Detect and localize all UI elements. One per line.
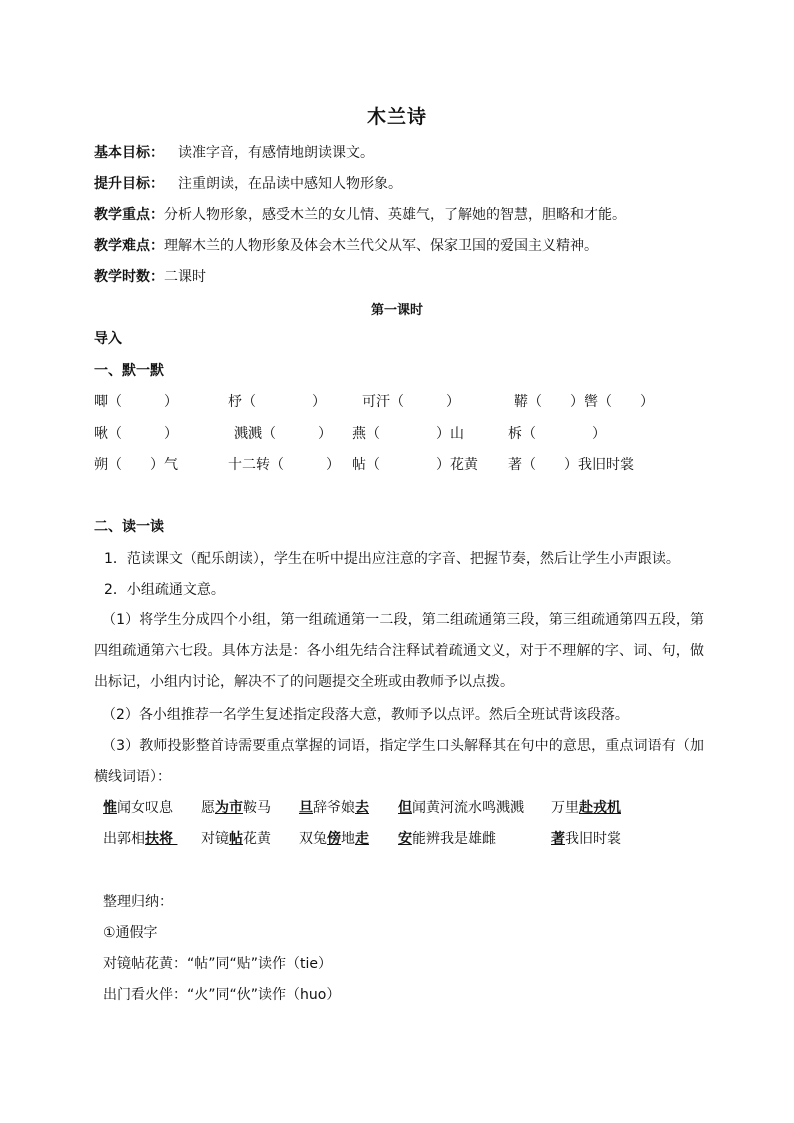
sub-step-2: （2）各小组推荐一名学生复述指定段落大意，教师予以点评。然后全班试背该段落。 — [102, 707, 629, 723]
step-2: 2．小组疏通文意。 — [104, 582, 225, 598]
key-word-item: 愿为市鞍马 — [201, 800, 271, 816]
objective-text: 理解木兰的人物形象及体会木兰代父从军、保家卫国的爱国主义精神。 — [164, 238, 598, 254]
objective-label: 教学时数： — [94, 269, 164, 285]
tongjia-label: ①通假字 — [103, 925, 158, 941]
sub-step-3: （3）教师投影整首诗需要重点掌握的词语，指定学生口头解释其在句中的意思，重点词语有（加横线词语）： — [94, 738, 704, 785]
intro-heading: 导入 — [94, 331, 122, 347]
pinyin-item: 啾（ ） — [94, 426, 178, 442]
objective-label: 教学重点： — [94, 207, 164, 223]
key-word-item: 但闻黄河流水鸣溅溅 — [398, 800, 524, 816]
key-word-item: 著我旧时裳 — [551, 831, 621, 847]
objective-label: 提升目标： — [94, 176, 164, 192]
teaching-focus — [94, 205, 626, 225]
pinyin-item: 帖（ ）花黄 — [352, 457, 478, 473]
key-word-item: 安能辨我是雄雌 — [398, 831, 496, 847]
objective-basic — [94, 143, 374, 163]
pinyin-item: 鞯（ ）辔（ ） — [514, 394, 654, 410]
summary-label: 整理归纳： — [103, 894, 173, 910]
section1-heading: 一、默一默 — [94, 363, 164, 379]
lesson-heading: 第一课时 — [370, 303, 423, 318]
pinyin-item: 可汗（ ） — [362, 394, 460, 410]
tongjia-item: 对镜帖花黄：“帖”同“贴”读作（tie） — [103, 956, 333, 972]
document-title: 木兰诗 — [366, 106, 427, 128]
sub-step-1: （1）将学生分成四个小组，第一组疏通第一二段，第二组疏通第三段，第三组疏通第四五段，第四组疏通第六七段。具体方法是：各小组先结合注释试着疏通文义，对于不理解的字、词、句，做出标记，小组内讨论，解决不了的问题提交全班或由教师予以点拨。 — [94, 612, 704, 690]
pinyin-item: 朔（ ）气 — [94, 457, 178, 473]
objective-text: 注重朗读，在品读中感知人物形象。 — [178, 176, 402, 192]
key-word-item: 对镜帖花黄 — [201, 831, 271, 847]
objective-text: 二课时 — [164, 269, 206, 285]
key-word-item: 万里赴戎机 — [551, 800, 621, 816]
pinyin-item: 杼（ ） — [228, 394, 326, 410]
pinyin-item: 燕（ ）山 — [352, 426, 464, 442]
pinyin-item: 著（ ）我旧时裳 — [508, 457, 634, 473]
key-word-item: 旦辞爷娘去 — [299, 800, 369, 816]
step-1: 1．范读课文（配乐朗读），学生在听中提出应注意的字音、把握节奏，然后让学生小声跟读。 — [104, 551, 680, 567]
objective-advanced — [94, 174, 402, 194]
key-word-item: 双兔傍地走 — [299, 831, 369, 847]
teaching-difficulty — [94, 236, 598, 256]
objective-text: 分析人物形象，感受木兰的女儿情、英雄气，了解她的智慧，胆略和才能。 — [164, 207, 626, 223]
objective-label: 基本目标： — [94, 145, 164, 161]
objective-label: 教学难点： — [94, 238, 164, 254]
section2-heading: 二、读一读 — [94, 519, 164, 535]
key-word-item: 惟闻女叹息 — [103, 800, 173, 816]
pinyin-item: 柝（ ） — [508, 426, 606, 442]
class-hours — [94, 267, 206, 287]
objective-text: 读准字音，有感情地朗读课文。 — [178, 145, 374, 161]
pinyin-item: 溅溅（ ） — [234, 426, 332, 442]
pinyin-item: 十二转（ ） — [228, 457, 340, 473]
pinyin-item: 唧（ ） — [94, 394, 178, 410]
tongjia-item: 出门看火伴：“火”同“伙”读作（huo） — [103, 987, 341, 1003]
key-word-item: 出郭相扶将 — [103, 831, 173, 847]
